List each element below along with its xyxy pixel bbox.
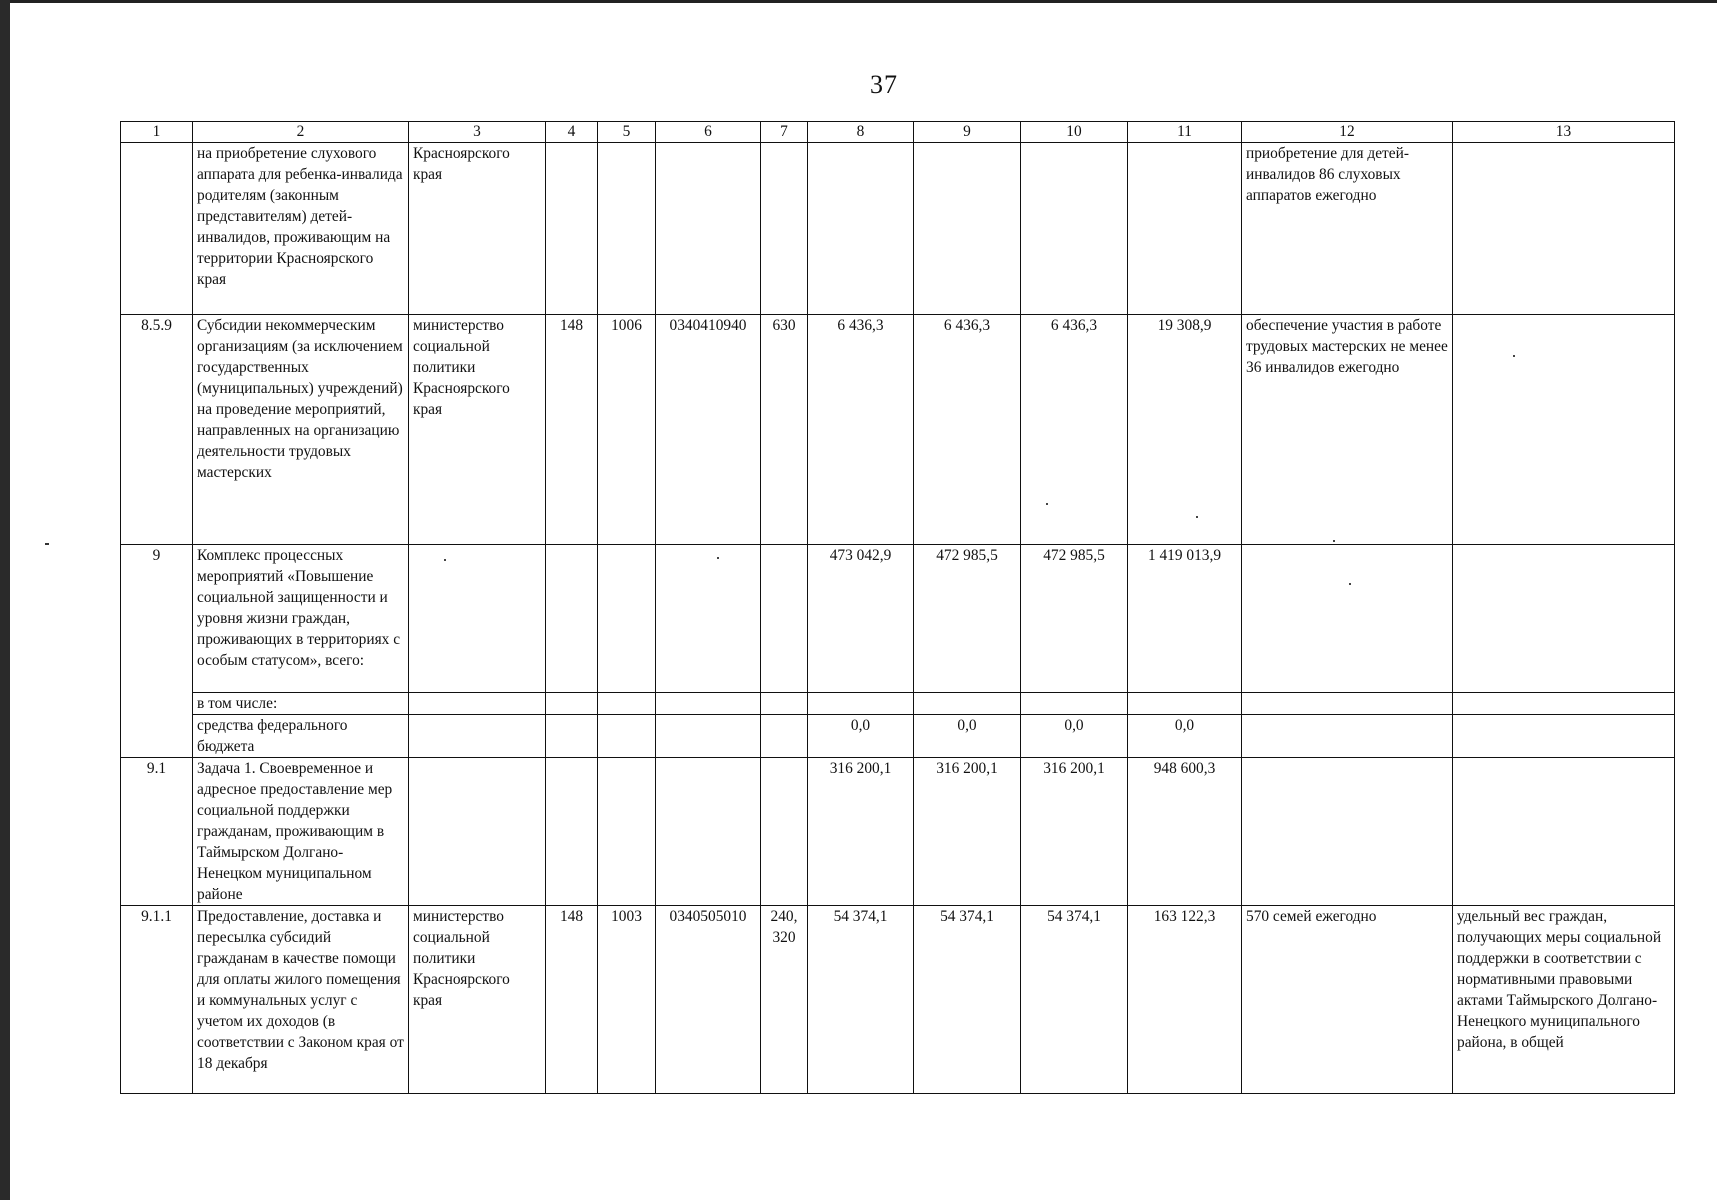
cell-csr: [656, 693, 761, 715]
cell-amount-year2: 472 985,5: [914, 545, 1021, 693]
table-row: [121, 693, 1675, 715]
cell-csr: [656, 545, 761, 693]
cell-name: Предоставление, доставка и пересылка субсидий гражданам в качестве помощи для оплаты жилого помещения и коммунальных услуг с учетом их доходов (в соответствии с Законом края от 18 декабря: [193, 906, 409, 1094]
cell-responsible: [409, 758, 546, 906]
cell-amount-total: [1128, 693, 1242, 715]
cell-indicator: [1453, 715, 1675, 758]
cell-amount-year2: 316 200,1: [914, 758, 1021, 906]
cell-grbs: [546, 693, 598, 715]
scan-left-edge: [0, 0, 10, 1200]
cell-rzpr: [598, 758, 656, 906]
cell-name: Комплекс процессных мероприятий «Повышение социальной защищенности и уровня жизни граждан, проживающих в территориях с особым статусом», всего:: [193, 545, 409, 693]
scan-speck: [1333, 540, 1335, 542]
column-number: 7: [761, 122, 808, 143]
column-number: 6: [656, 122, 761, 143]
page-number: 37: [870, 70, 898, 99]
column-number: 8: [808, 122, 914, 143]
column-number: 11: [1128, 122, 1242, 143]
cell-grbs: 148: [546, 906, 598, 1094]
cell-expected-result: [1242, 715, 1453, 758]
cell-amount-year1: 0,0: [808, 715, 914, 758]
cell-amount-year3: 6 436,3: [1021, 315, 1128, 545]
cell-csr: [656, 715, 761, 758]
cell-responsible: [409, 545, 546, 693]
scan-speck: [1196, 516, 1198, 518]
cell-rzpr: [598, 545, 656, 693]
cell-indicator: [1453, 693, 1675, 715]
cell-csr: 0340410940: [656, 315, 761, 545]
cell-amount-year2: [914, 693, 1021, 715]
cell-amount-year3: 0,0: [1021, 715, 1128, 758]
cell-expected-result: [1242, 545, 1453, 693]
cell-amount-year2: 0,0: [914, 715, 1021, 758]
cell-amount-year3: 472 985,5: [1021, 545, 1128, 693]
column-number: 9: [914, 122, 1021, 143]
cell-amount-total: 948 600,3: [1128, 758, 1242, 906]
table-row: [121, 545, 1675, 693]
scan-speck: [1349, 583, 1351, 585]
cell-expected-result: приобретение для детей-инвалидов 86 слуховых аппаратов ежегодно: [1242, 143, 1453, 315]
table-row: [121, 715, 1675, 758]
cell-name: на приобретение слухового аппарата для ребенка-инвалида родителям (законным представителям) детей-инвалидов, проживающим на территории Красноярского края: [193, 143, 409, 315]
cell-amount-year3: 316 200,1: [1021, 758, 1128, 906]
cell-name: в том числе:: [193, 693, 409, 715]
table-row: [121, 758, 1675, 906]
cell-amount-year2: [914, 143, 1021, 315]
cell-indicator: удельный вес граждан, получающих меры социальной поддержки в соответствии с нормативными правовыми актами Таймырского Долгано-Ненецкого муниципального района, в общей: [1453, 906, 1675, 1094]
column-number-row: [121, 122, 1675, 143]
cell-expected-result: [1242, 758, 1453, 906]
cell-csr: [656, 758, 761, 906]
cell-amount-total: 0,0: [1128, 715, 1242, 758]
scan-speck: [1046, 503, 1048, 505]
scan-speck: [1513, 355, 1515, 357]
cell-item-number: 9.1: [121, 758, 193, 906]
column-number: 3: [409, 122, 546, 143]
column-number: 10: [1021, 122, 1128, 143]
cell-responsible: Красноярского края: [409, 143, 546, 315]
cell-indicator: [1453, 315, 1675, 545]
cell-rzpr: [598, 143, 656, 315]
column-number: 2: [193, 122, 409, 143]
cell-vr: [761, 545, 808, 693]
cell-rzpr: [598, 715, 656, 758]
cell-amount-year1: [808, 143, 914, 315]
cell-rzpr: [598, 693, 656, 715]
cell-item-number: 9.1.1: [121, 906, 193, 1094]
cell-vr: [761, 715, 808, 758]
cell-item-number: 9: [121, 545, 193, 758]
cell-vr: [761, 693, 808, 715]
cell-grbs: [546, 758, 598, 906]
scan-mark: [45, 543, 49, 545]
cell-name: Субсидии некоммерческим организациям (за исключением государственных (муниципальных) учреждений) на проведение мероприятий, направленных на организацию деятельности трудовых мастерских: [193, 315, 409, 545]
cell-name: Задача 1. Своевременное и адресное предоставление мер социальной поддержки гражданам, проживающим в Таймырском Долгано-Ненецком муниципальном районе: [193, 758, 409, 906]
cell-amount-year1: 316 200,1: [808, 758, 914, 906]
cell-amount-total: 1 419 013,9: [1128, 545, 1242, 693]
cell-responsible: министерство социальной политики Красноярского края: [409, 906, 546, 1094]
column-number: 13: [1453, 122, 1675, 143]
cell-grbs: [546, 715, 598, 758]
scan-top-edge: [0, 0, 1717, 3]
cell-vr: [761, 143, 808, 315]
cell-responsible: министерство социальной политики Красноярского края: [409, 315, 546, 545]
cell-indicator: [1453, 758, 1675, 906]
cell-rzpr: 1006: [598, 315, 656, 545]
cell-amount-year3: 54 374,1: [1021, 906, 1128, 1094]
cell-csr: [656, 143, 761, 315]
cell-vr: 630: [761, 315, 808, 545]
scan-speck: [444, 559, 446, 561]
cell-amount-year3: [1021, 693, 1128, 715]
cell-vr: 240, 320: [761, 906, 808, 1094]
cell-amount-year1: 6 436,3: [808, 315, 914, 545]
cell-grbs: [546, 545, 598, 693]
column-number: 4: [546, 122, 598, 143]
table-row: [121, 315, 1675, 545]
cell-amount-total: [1128, 143, 1242, 315]
cell-amount-total: 163 122,3: [1128, 906, 1242, 1094]
cell-responsible: [409, 693, 546, 715]
cell-expected-result: 570 семей ежегодно: [1242, 906, 1453, 1094]
cell-expected-result: обеспечение участия в работе трудовых мастерских не менее 36 инвалидов ежегодно: [1242, 315, 1453, 545]
column-number: 12: [1242, 122, 1453, 143]
cell-expected-result: [1242, 693, 1453, 715]
cell-csr: 0340505010: [656, 906, 761, 1094]
cell-amount-year2: 6 436,3: [914, 315, 1021, 545]
cell-amount-year1: 473 042,9: [808, 545, 914, 693]
cell-grbs: [546, 143, 598, 315]
cell-amount-year1: [808, 693, 914, 715]
cell-amount-year2: 54 374,1: [914, 906, 1021, 1094]
table-row: [121, 143, 1675, 315]
cell-item-number: 8.5.9: [121, 315, 193, 545]
scan-speck: [717, 557, 719, 559]
cell-item-number: [121, 143, 193, 315]
cell-amount-year1: 54 374,1: [808, 906, 914, 1094]
cell-responsible: [409, 715, 546, 758]
program-table: [120, 121, 1675, 1094]
cell-indicator: [1453, 143, 1675, 315]
cell-name: средства федерального бюджета: [193, 715, 409, 758]
table-row: [121, 906, 1675, 1094]
cell-indicator: [1453, 545, 1675, 693]
column-number: 5: [598, 122, 656, 143]
cell-rzpr: 1003: [598, 906, 656, 1094]
column-number: 1: [121, 122, 193, 143]
cell-amount-total: 19 308,9: [1128, 315, 1242, 545]
cell-grbs: 148: [546, 315, 598, 545]
cell-amount-year3: [1021, 143, 1128, 315]
cell-vr: [761, 758, 808, 906]
